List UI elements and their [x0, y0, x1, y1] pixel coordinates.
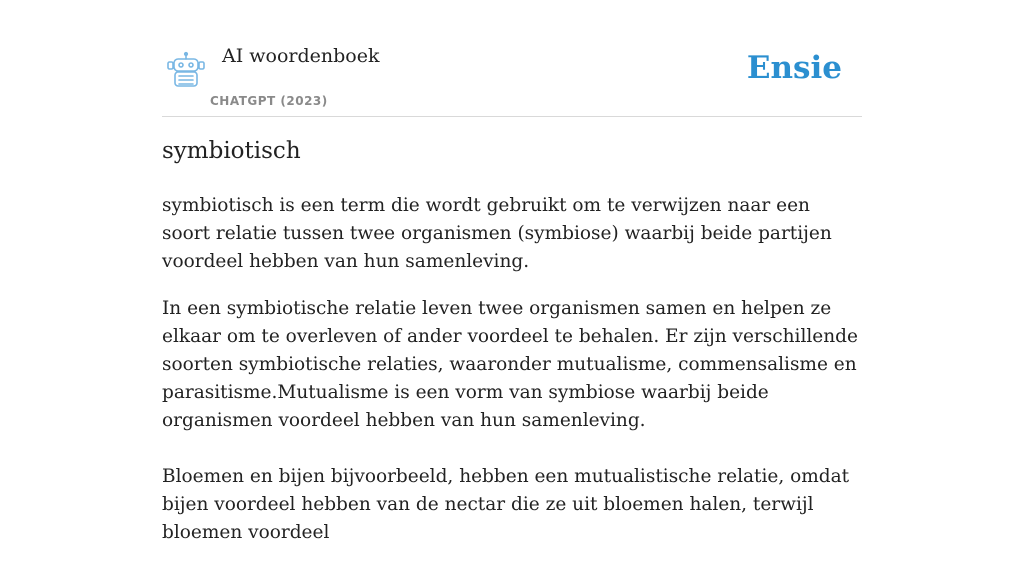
- brand-logo[interactable]: Ensie: [746, 50, 842, 86]
- entry-definition: [162, 192, 862, 566]
- robot-icon: [166, 51, 206, 91]
- source-subtitle: CHATGPT (2023): [210, 94, 328, 108]
- definition-paragraph: symbiotisch is een term die wordt gebruikt om te verwijzen naar een soort relatie tussen twee organismen (symbiose) waarbij beide partijen voordeel hebben van hun samenleving.: [162, 195, 832, 272]
- source-header: [162, 0, 862, 117]
- definition-paragraph: In een symbiotische relatie leven twee organismen samen en helpen ze elkaar om te overleven of ander voordeel te behalen. Er zijn verschillende soorten symbiotische relaties, waaronder mutualisme, commensalisme en parasitisme.Mutualisme is een vorm van symbiose waarbij beide organismen voordeel hebben van hun samenleving. Bloemen en bijen bijvoorbeeld, hebben een mutualistische relatie, omdat bijen voordeel hebben van de nectar die ze uit bloemen halen, terwijl bloemen voordeel: [162, 298, 858, 543]
- entry-term: symbiotisch: [162, 138, 301, 164]
- source-title[interactable]: AI woordenboek: [222, 45, 380, 67]
- page: [162, 0, 862, 543]
